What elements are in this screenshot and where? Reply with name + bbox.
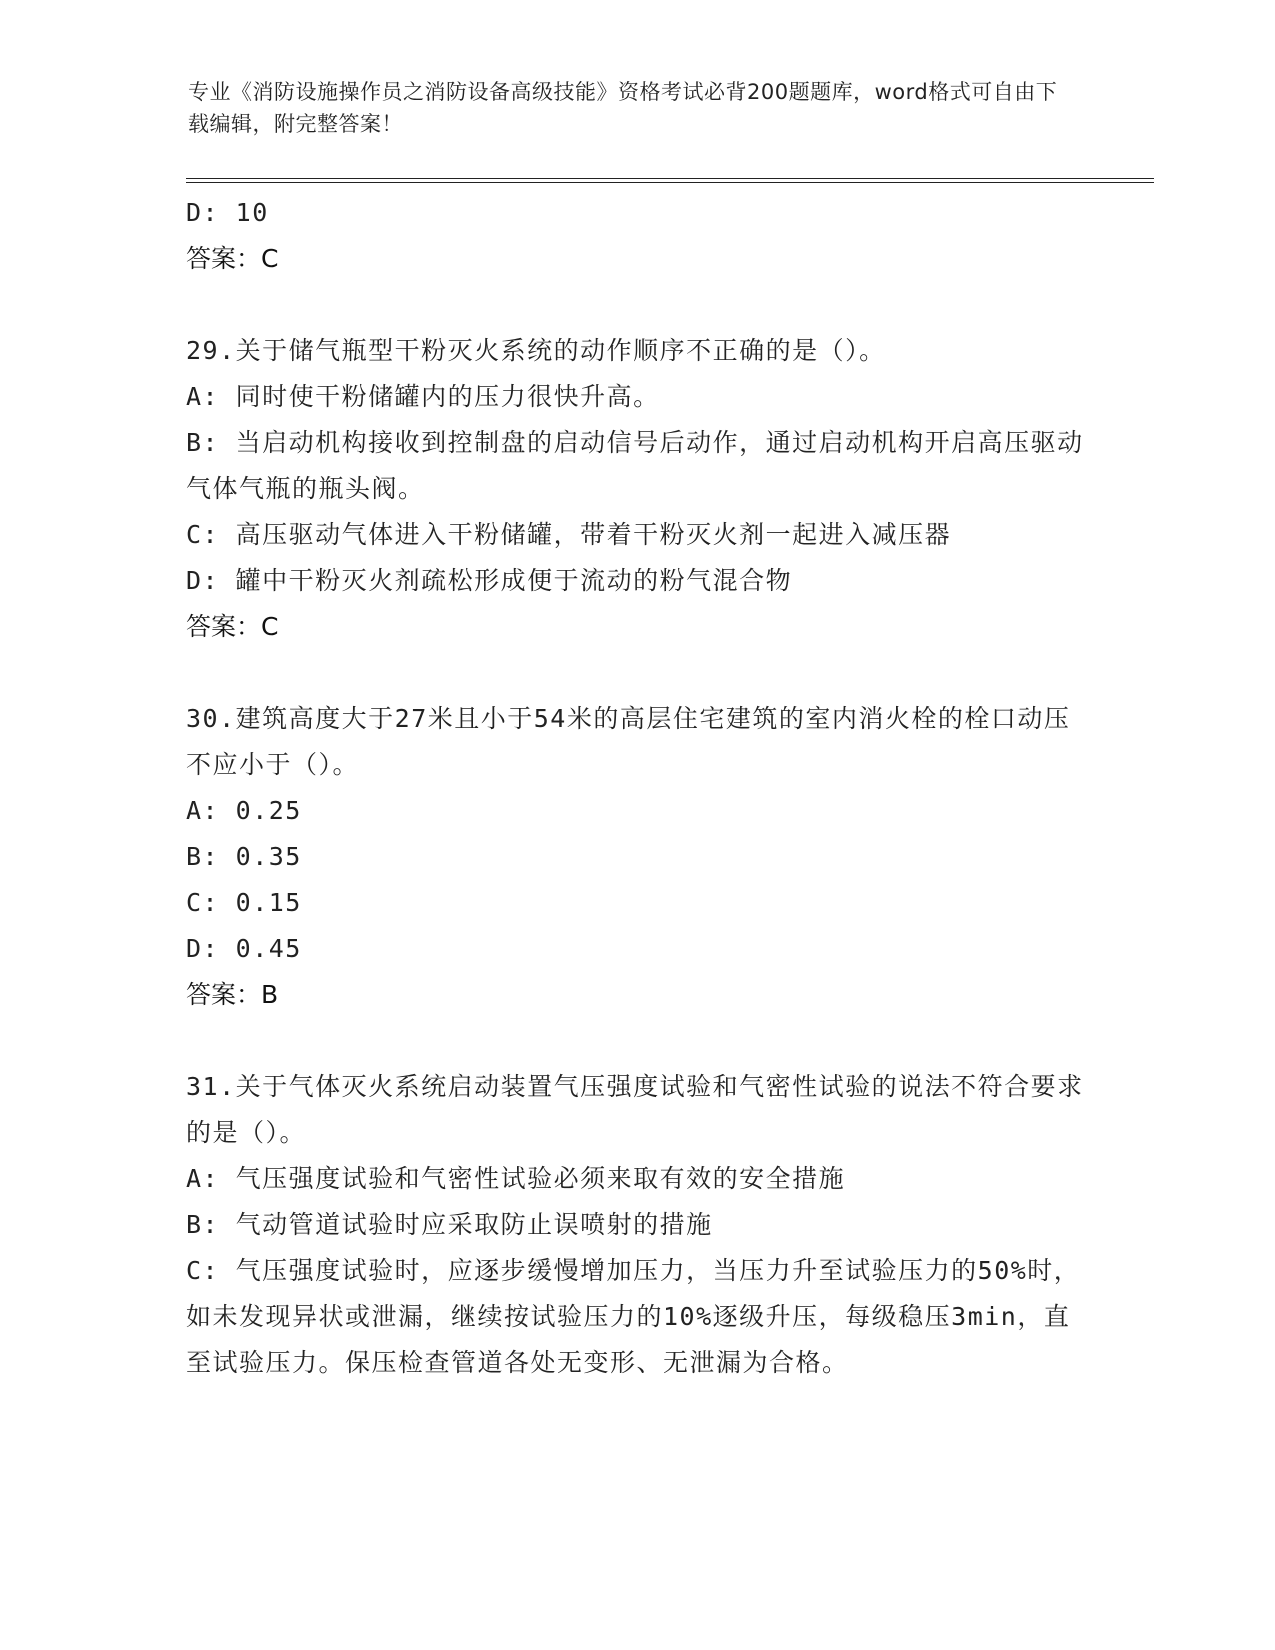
question-answer: 答案：C	[186, 612, 279, 641]
option-a: A: 气压强度试验和气密性试验必须来取有效的安全措施	[186, 1164, 846, 1193]
option-d: D: 0.45	[186, 934, 302, 963]
prev-option-d: D: 10	[186, 198, 269, 227]
option-b: B: 0.35	[186, 842, 302, 871]
option-d: D: 罐中干粉灭火剂疏松形成便于流动的粉气混合物	[186, 566, 793, 595]
document-header: 专业《消防设施操作员之消防设备高级技能》资格考试必背200题题库，word格式可自由下载编辑，附完整答案！	[188, 80, 1058, 136]
spacer	[186, 1018, 1086, 1064]
option-b: B: 气动管道试验时应采取防止误喷射的措施	[186, 1210, 713, 1239]
question-content	[186, 190, 1086, 1386]
prev-answer: 答案：C	[186, 244, 279, 273]
option-b: B: 当启动机构接收到控制盘的启动信号后动作，通过启动机构开启高压驱动气体气瓶的瓶头阀。	[186, 428, 1084, 503]
question-stem: 30.建筑高度大于27米且小于54米的高层住宅建筑的室内消火栓的栓口动压不应小于（）。	[186, 704, 1071, 779]
question-stem: 29.关于储气瓶型干粉灭火系统的动作顺序不正确的是（）。	[186, 336, 886, 365]
question-29	[186, 328, 1086, 650]
option-a: A: 同时使干粉储罐内的压力很快升高。	[186, 382, 660, 411]
header-divider	[186, 178, 1154, 179]
spacer	[186, 282, 1086, 328]
option-c: C: 气压强度试验时，应逐步缓慢增加压力，当压力升至试验压力的50%时，如未发现异状或泄漏，继续按试验压力的10%逐级升压，每级稳压3min，直至试验压力。保压检查管道各处无变形、无泄漏为合格。	[186, 1256, 1081, 1377]
option-a: A: 0.25	[186, 796, 302, 825]
spacer	[186, 650, 1086, 696]
header-divider-secondary	[186, 182, 1154, 183]
question-stem: 31.关于气体灭火系统启动装置气压强度试验和气密性试验的说法不符合要求的是（）。	[186, 1072, 1084, 1147]
question-answer: 答案：B	[186, 980, 279, 1009]
option-c: C: 高压驱动气体进入干粉储罐，带着干粉灭火剂一起进入减压器	[186, 520, 952, 549]
question-30	[186, 696, 1086, 1018]
question-31	[186, 1064, 1086, 1386]
option-c: C: 0.15	[186, 888, 302, 917]
